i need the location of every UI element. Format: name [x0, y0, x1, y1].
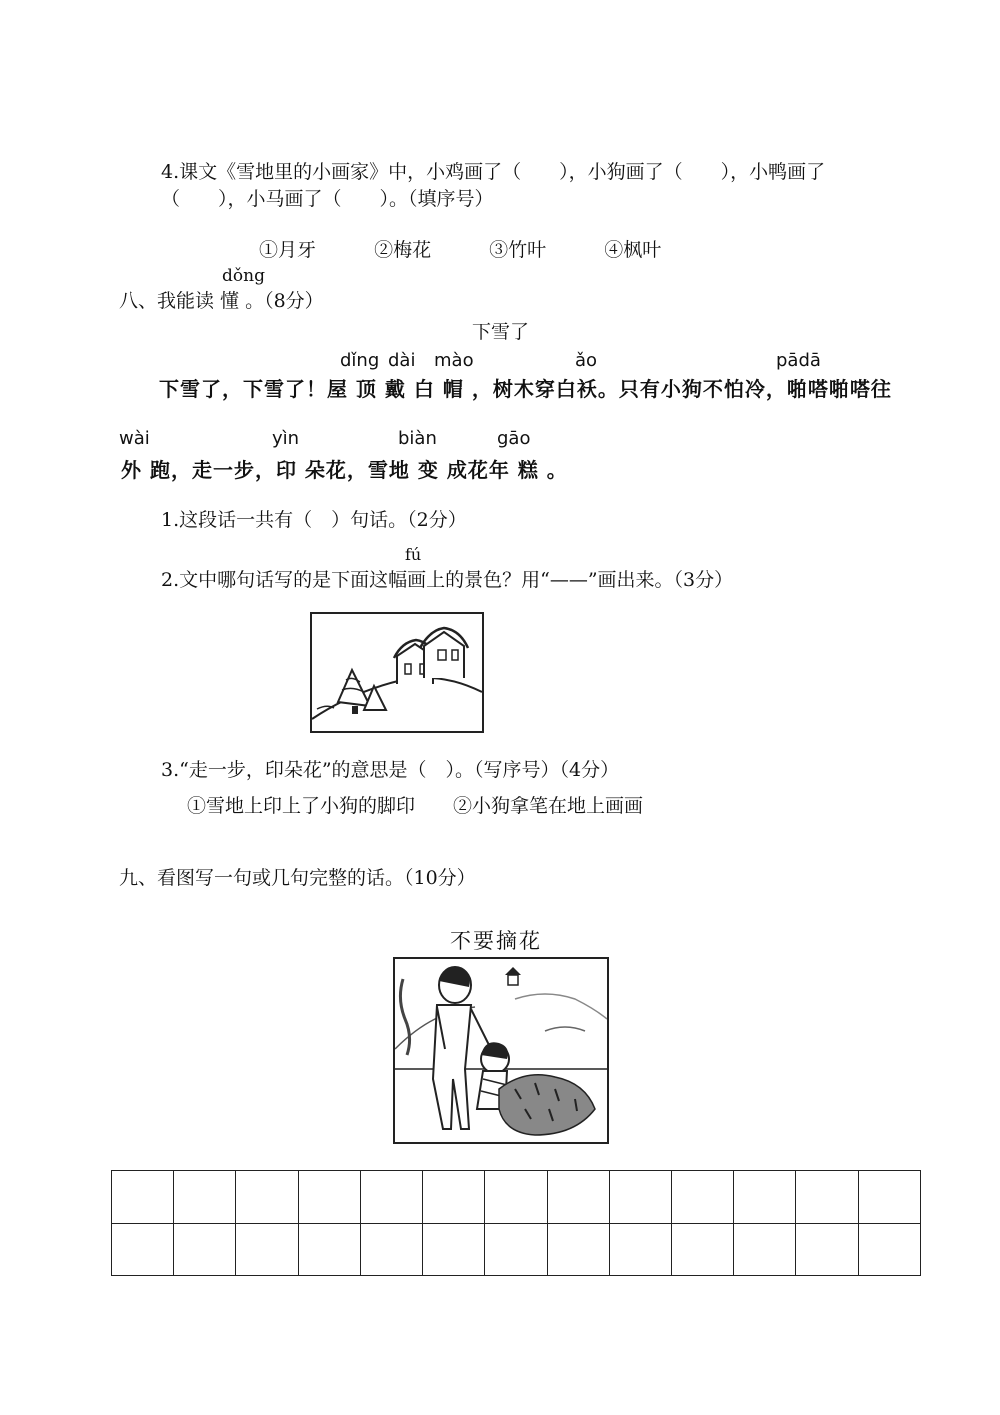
q4-line1: 4.课文《雪地里的小画家》中，小鸡画了（ ），小狗画了（ ），小鸭画了 [161, 161, 826, 183]
grid-cell[interactable] [485, 1171, 547, 1224]
q4-options [259, 235, 713, 262]
snow-scene-picture [310, 612, 484, 733]
pinyin-dong: dǒng [222, 266, 265, 286]
passage-line2: 外 跑，走一步，印 朵花，雪地 变 成花年 糕 。 [121, 458, 568, 482]
grid-cell[interactable] [298, 1171, 360, 1224]
pinyin-bian: biàn [398, 428, 437, 449]
option-1: ①月牙 [259, 239, 317, 261]
grid-cell[interactable] [734, 1223, 796, 1276]
option-3: ③竹叶 [489, 239, 547, 261]
section9-heading: 九、看图写一句或几句完整的话。（10分） [119, 867, 476, 889]
pinyin-yin: yìn [272, 428, 300, 449]
grid-cell[interactable] [796, 1171, 858, 1224]
pinyin-ding: dǐng [340, 350, 380, 371]
snow-scene-drawing [312, 614, 482, 731]
grid-cell[interactable] [112, 1223, 174, 1276]
grid-cell[interactable] [236, 1223, 298, 1276]
grid-cell[interactable] [858, 1171, 920, 1224]
grid-cell[interactable] [671, 1171, 733, 1224]
grid-cell[interactable] [360, 1171, 422, 1224]
picture-title: 不要摘花 [450, 929, 542, 953]
writing-grid[interactable] [111, 1170, 921, 1276]
option-4: ④枫叶 [604, 239, 662, 261]
grid-cell[interactable] [174, 1223, 236, 1276]
grid-row [112, 1223, 921, 1276]
grid-cell[interactable] [796, 1223, 858, 1276]
passage-line1: 下雪了，下雪了！屋 顶 戴 白 帽 ，树木穿白袄。只有小狗不怕冷，啪嗒啪嗒往 [159, 377, 892, 401]
passage-title: 下雪了 [472, 321, 530, 343]
grid-cell[interactable] [609, 1171, 671, 1224]
grid-cell[interactable] [547, 1223, 609, 1276]
grid-cell[interactable] [609, 1223, 671, 1276]
pinyin-dai: dài [388, 350, 416, 371]
question-3: 3.“走一步，印朵花”的意思是（ ）。（写序号）（4分） [161, 759, 620, 781]
grid-row [112, 1171, 921, 1224]
flower-scene-picture [393, 957, 609, 1144]
grid-cell[interactable] [298, 1223, 360, 1276]
question-2: 2.文中哪句话写的是下面这幅画上的景色？用“——”画出来。（3分） [161, 569, 734, 591]
pinyin-mao: mào [434, 350, 474, 371]
grid-cell[interactable] [485, 1223, 547, 1276]
grid-cell[interactable] [360, 1223, 422, 1276]
q4-line2: （ ），小马画了（ ）。（填序号） [161, 188, 494, 210]
question-1: 1.这段话一共有（ ）句话。（2分） [161, 509, 467, 531]
grid-cell[interactable] [858, 1223, 920, 1276]
pinyin-wai: wài [119, 428, 150, 449]
grid-cell[interactable] [174, 1171, 236, 1224]
section8-heading: 八、我能读 懂 。（8分） [119, 290, 324, 312]
grid-cell[interactable] [236, 1171, 298, 1224]
grid-cell[interactable] [423, 1223, 485, 1276]
pinyin-pada: pādā [776, 350, 821, 371]
option-2: ②梅花 [374, 239, 432, 261]
question-3-options: ①雪地上印上了小狗的脚印 ②小狗拿笔在地上画画 [187, 795, 644, 817]
pinyin-ao: ǎo [575, 350, 598, 371]
pinyin-fu: fú [405, 545, 422, 564]
grid-cell[interactable] [547, 1171, 609, 1224]
grid-cell[interactable] [734, 1171, 796, 1224]
grid-cell[interactable] [423, 1171, 485, 1224]
pinyin-gao: gāo [497, 428, 531, 449]
flower-scene-drawing [395, 959, 607, 1142]
grid-cell[interactable] [671, 1223, 733, 1276]
grid-cell[interactable] [112, 1171, 174, 1224]
